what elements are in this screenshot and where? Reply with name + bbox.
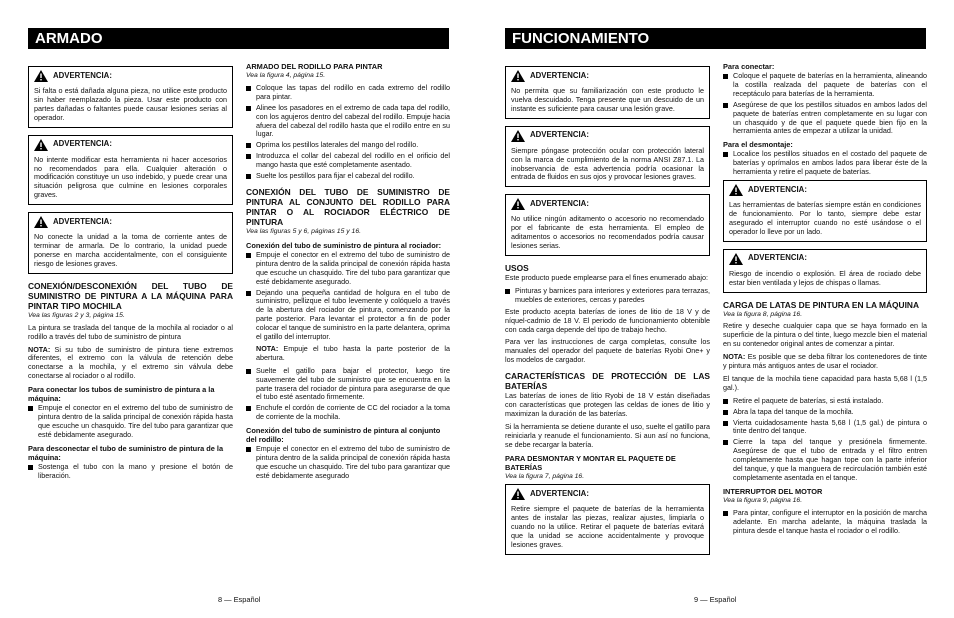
- warning-text: Las herramientas de baterías siempre están en condiciones de funcionamiento. Por lo tanto, siempre debe estar asegurado el interruptor cuando no esté usándose o el operador lo lleve por un lado.: [729, 200, 921, 236]
- paragraph: Este producto puede emplearse para el fines enumerado abajo:: [505, 272, 708, 282]
- bullet-list: [246, 445, 450, 481]
- bullet-list: [723, 150, 927, 177]
- bullet-list: [723, 72, 927, 136]
- list-item: Oprima los pestillos laterales del mango del rodillo.: [246, 141, 450, 150]
- note-text: Es posible que se deba filtrar los contenedores de tinte y pintura más antiguos antes de usar el rociador.: [723, 352, 927, 371]
- list-item: Pinturas y barnices para interiores y exteriores para terrazas, muebles de exteriores, cercas y paredes: [505, 287, 710, 305]
- section-heading: INTERRUPTOR DEL MOTOR: [723, 486, 823, 496]
- list-item: Para pintar, configure el interruptor en la posición de marcha adelante. En marcha adelante, la máquina traslada la pintura desde el tanque hasta el rociador o el rodillo.: [723, 509, 927, 536]
- list-item: Introduzca el collar del cabezal del rodillo en el orificio del mango hasta que esté completamente asentado.: [246, 152, 450, 170]
- right-page: [477, 0, 954, 618]
- warning-text: No conecte la unidad a la toma de corriente antes de terminar de armarla. De lo contrario, la unidad puede ponerse en marcha accidentalmente, con el consiguiente riesgo de lesiones graves.: [34, 232, 227, 268]
- figure-reference: Vea la figura 8, página 16.: [723, 310, 803, 318]
- warning-title: ADVERTENCIA:: [530, 489, 589, 499]
- warning-box: [28, 66, 233, 128]
- bullet-list: [723, 397, 927, 483]
- warning-triangle-icon: [34, 139, 48, 151]
- warning-triangle-icon: [729, 253, 743, 265]
- warning-triangle-icon: [511, 488, 525, 500]
- warning-box: [505, 66, 710, 119]
- list-item: Coloque el paquete de baterías en la herramienta, alineando la costilla realzada del paquete de baterías con el receptáculo para baterías de la herramienta.: [723, 72, 927, 99]
- section-heading: CARACTERÍSTICAS DE PROTECCIÓN DE LAS BATERÍAS: [505, 371, 710, 392]
- bullet-list: [246, 367, 450, 422]
- figure-reference: Vea la figura 4, página 15.: [246, 72, 326, 79]
- warning-title: ADVERTENCIA:: [53, 216, 112, 226]
- warning-triangle-icon: [34, 216, 48, 228]
- subheading: Para conectar los tubos de suministro de pintura a la máquina:: [28, 385, 215, 404]
- page-footer: 9 — Español: [694, 595, 737, 604]
- section-heading: CONEXIÓN DEL TUBO DE SUMINISTRO DE PINTURA AL CONJUNTO DEL RODILLO PARA PINTAR O AL ROCIADOR ELÉCTRICO DE PINTURA: [246, 186, 450, 227]
- list-item: Enchufe el cordón de corriente de CC del rociador a la toma de corriente de la mochila.: [246, 404, 450, 422]
- bullet-list: [246, 251, 450, 342]
- list-item: Empuje el conector en el extremo del tubo de suministro de pintura dentro de la salida principal de conexión rápida hasta que escuche un chasquido. Tire del tubo para garantizar que esté debidamente asegurado.: [28, 404, 233, 440]
- warning-triangle-icon: [34, 70, 48, 82]
- banner-funcionamiento: FUNCIONAMIENTO: [505, 28, 926, 49]
- warning-title: ADVERTENCIA:: [530, 130, 589, 140]
- warning-title: ADVERTENCIA:: [530, 70, 589, 80]
- left-column-2: [246, 62, 450, 484]
- section-heading: PARA DESMONTAR Y MONTAR EL PAQUETE DE BATERÍAS: [505, 453, 676, 472]
- list-item: Cierre la tapa del tanque y presiónela firmemente. Asegúrese de que el tubo de entrada y el filtro entren completamente hasta que hagan tope con la parte inferior del tanque, y que la manguera de recirculación también esté completamente asentada en el tanque.: [723, 438, 927, 483]
- note-text: Si su tubo de suministro de pintura tiene extremos diferentes, el extremo con la válvula de retención debe conectarse a la mochila, y el extremo sin válvula debe conectarse al rociador o al rodillo.: [28, 344, 233, 381]
- right-column-1: [505, 66, 710, 562]
- note-label: NOTA:: [256, 343, 279, 353]
- subheading: Para desconectar el tubo de suministro de pintura de la máquina:: [28, 443, 224, 462]
- warning-text: Retire siempre el paquete de baterías de la herramienta antes de instalar las piezas, realizar ajustes, limpiarla o cuando no la utilice. Retirar el paquete de baterías evitará que la unidad se accione accidentalmente y provoque lesiones graves.: [511, 504, 704, 550]
- list-item: Suelte el gatillo para bajar el protector, luego tire suavemente del tubo de suministro que se encuentra en la parte trasera del rociador de pintura para asegurarse de que el tubo esté asentado firmemente.: [246, 367, 450, 403]
- list-item: Empuje el conector en el extremo del tubo de suministro de pintura dentro de la salida principal de conexión rápida hasta que escuche un chasquido. Tire del tubo para garantizar que esté debidamente asegurado.: [246, 251, 450, 287]
- figure-reference: Vea las figuras 2 y 3, página 15.: [28, 311, 125, 319]
- warning-triangle-icon: [511, 130, 525, 142]
- list-item: Sostenga el tubo con la mano y presione el botón de liberación.: [28, 463, 233, 481]
- warning-title: ADVERTENCIA:: [748, 184, 807, 194]
- list-item: Alinee los pasadores en el extremo de cada tapa del rodillo, con los agujeros dentro del cabezal del rodillo. Empuje hacia afuera del cabezal del rodillo hasta que el rodillo entre en su lugar.: [246, 104, 450, 140]
- note-paragraph: [246, 345, 450, 363]
- subheading: Para el desmontaje:: [723, 140, 793, 150]
- warning-box: [505, 126, 710, 188]
- section-heading: USOS: [505, 262, 529, 273]
- warning-triangle-icon: [511, 198, 525, 210]
- warning-text: Siempre póngase protección ocular con protección lateral con la marca de cumplimiento de la norma ANSI Z87.1. La inobservancia de esta advertencia podría ocasionar la entrada de fluidos en sus ojos y provocar lesiones graves.: [511, 145, 704, 182]
- left-column-1: [28, 66, 233, 484]
- bullet-list: [28, 404, 233, 440]
- paragraph: Retire y deseche cualquier capa que se haya formado en la superficie de la pintura o del tinte, luego mezcle bien el material en su contenedor original antes de comenzar a pintar.: [723, 321, 927, 349]
- warning-text: Riesgo de incendio o explosión. El área de rociado debe estar bien ventilada y lejos de chispas o llamas.: [729, 268, 921, 287]
- list-item: Abra la tapa del tanque de la mochila.: [723, 408, 927, 417]
- subheading: Conexión del tubo de suministro de pintura al rociador:: [246, 240, 442, 250]
- list-item: Dejando una pequeña cantidad de holgura en el tubo de suministro, pellizque el tubo levemente y colóquelo a través de la abertura del rociador de pintura, comenzando por la parte posterior. Para levantar el protector a fin de poder colocar el tanque de suministro en la parte delantera, oprima el gatillo del interruptor.: [246, 289, 450, 342]
- bullet-list: [246, 84, 450, 181]
- section-heading: ARMADO DEL RODILLO PARA PINTAR: [246, 62, 383, 71]
- warning-text: No permita que su familiarización con este producto le vuelva descuidado. Tenga presente que un descuido de un instante es suficiente para causar una lesión grave.: [511, 86, 704, 113]
- section-heading: CARGA DE LATAS DE PINTURA EN LA MÁQUINA: [723, 299, 920, 310]
- warning-triangle-icon: [729, 184, 743, 196]
- section-heading: CONEXIÓN/DESCONEXIÓN DEL TUBO DE SUMINISTRO DE PINTURA A LA MÁQUINA PARA PINTAR TIPO MOCHILA: [28, 280, 233, 311]
- warning-title: ADVERTENCIA:: [530, 198, 589, 208]
- note-label: NOTA:: [28, 344, 51, 354]
- bullet-list: [723, 509, 927, 536]
- paragraph: Este producto acepta baterías de iones de litio de 18 V y de níquel-cadmio de 18 V. El periodo de funcionamiento obtenible con cada carga depende del tipo de trabajo hecho.: [505, 306, 710, 334]
- paragraph: El tanque de la mochila tiene capacidad para hasta 5,68 l (1,5 gal.).: [723, 373, 927, 392]
- page-footer: 8 — Español: [218, 595, 261, 604]
- note-text: Empuje el tubo hasta la parte posterior de la abertura.: [256, 343, 450, 362]
- warning-triangle-icon: [511, 70, 525, 82]
- list-item: Localice los pestillos situados en el costado del paquete de baterías y oprímalos en ambos lados para liberar éste de la herramienta y retire el paquete de baterías.: [723, 150, 927, 177]
- warning-text: Si falta o está dañada alguna pieza, no utilice este producto sin haber reemplazado la pieza. Usar este producto con partes dañadas o faltantes puede causar lesiones serias al operador.: [34, 86, 227, 122]
- warning-title: ADVERTENCIA:: [748, 253, 807, 263]
- subheading: Conexión del tubo de suministro de pintura al conjunto del rodillo:: [246, 426, 441, 445]
- warning-text: No intente modificar esta herramienta ni hacer accesorios no recomendados para ella. Cualquier alteración o modificación constituye un uso indebido, y puede crear una situación peligrosa que culmine en lesiones corporales graves.: [34, 154, 227, 200]
- warning-title: ADVERTENCIA:: [53, 139, 112, 149]
- bullet-list: [505, 287, 710, 305]
- list-item: Retire el paquete de baterías, si está instalado.: [723, 397, 927, 406]
- figure-reference: Vea la figura 7, página 16.: [505, 472, 585, 480]
- warning-title: ADVERTENCIA:: [53, 70, 112, 80]
- paragraph: Para ver las instrucciones de carga completas, consulte los manuales del operador del paquete de baterías Ryobi One+ y los modelos de cargador.: [505, 337, 710, 365]
- warning-box: [28, 212, 233, 274]
- paragraph: La pintura se traslada del tanque de la mochila al rociador o al rodillo a través del tubo de suministro de pintura: [28, 322, 233, 341]
- paragraph: Si la herramienta se detiene durante el uso, suelte el gatillo para reiniciarla y reanude el funcionamiento. Si aun así no funciona, se debe recargar la batería.: [505, 421, 710, 449]
- banner-armado: ARMADO: [28, 28, 449, 49]
- paragraph: Las baterías de iones de litio Ryobi de 18 V están diseñadas con características que protegen las celdas de iones de litio y maximizan la duración de las baterías.: [505, 391, 710, 418]
- warning-box: [505, 194, 710, 256]
- warning-box: [723, 249, 927, 293]
- bullet-list: [28, 463, 233, 481]
- warning-box: [723, 180, 927, 242]
- list-item: Vierta cuidadosamente hasta 5,68 l (1,5 gal.) de pintura o tinte dentro del tanque.: [723, 419, 927, 437]
- note-paragraph: [28, 346, 233, 382]
- note-label: NOTA:: [723, 352, 746, 362]
- warning-box: [505, 484, 710, 555]
- list-item: Empuje el conector en el extremo del tubo de suministro de pintura dentro de la salida principal de conexión rápida hasta que escuche un chasquido. Tire del tubo para garantizar que esté debidamente asegurado: [246, 445, 450, 481]
- list-item: Suelte los pestillos para fijar el cabezal del rodillo.: [246, 172, 450, 181]
- warning-text: No utilice ningún aditamento o accesorio no recomendado por el fabricante de esta herramienta. El empleo de aditamentos o accesorios no recomendados podría causar lesiones serias.: [511, 214, 704, 251]
- figure-reference: Vea las figuras 5 y 6, páginas 15 y 16.: [246, 227, 361, 235]
- right-column-2: [723, 62, 927, 539]
- note-paragraph: [723, 353, 927, 371]
- figure-reference: Vea la figura 9, página 16.: [723, 496, 803, 504]
- warning-box: [28, 135, 233, 206]
- list-item: Coloque las tapas del rodillo en cada extremo del rodillo para pintar.: [246, 84, 450, 102]
- subheading: Para conectar:: [723, 62, 775, 71]
- list-item: Asegúrese de que los pestillos situados en ambos lados del paquete de baterías entren completamente en su lugar con un chasquido y de que el paquete quede bien fijo en la herramienta antes de empezar a utilizar la unidad.: [723, 101, 927, 137]
